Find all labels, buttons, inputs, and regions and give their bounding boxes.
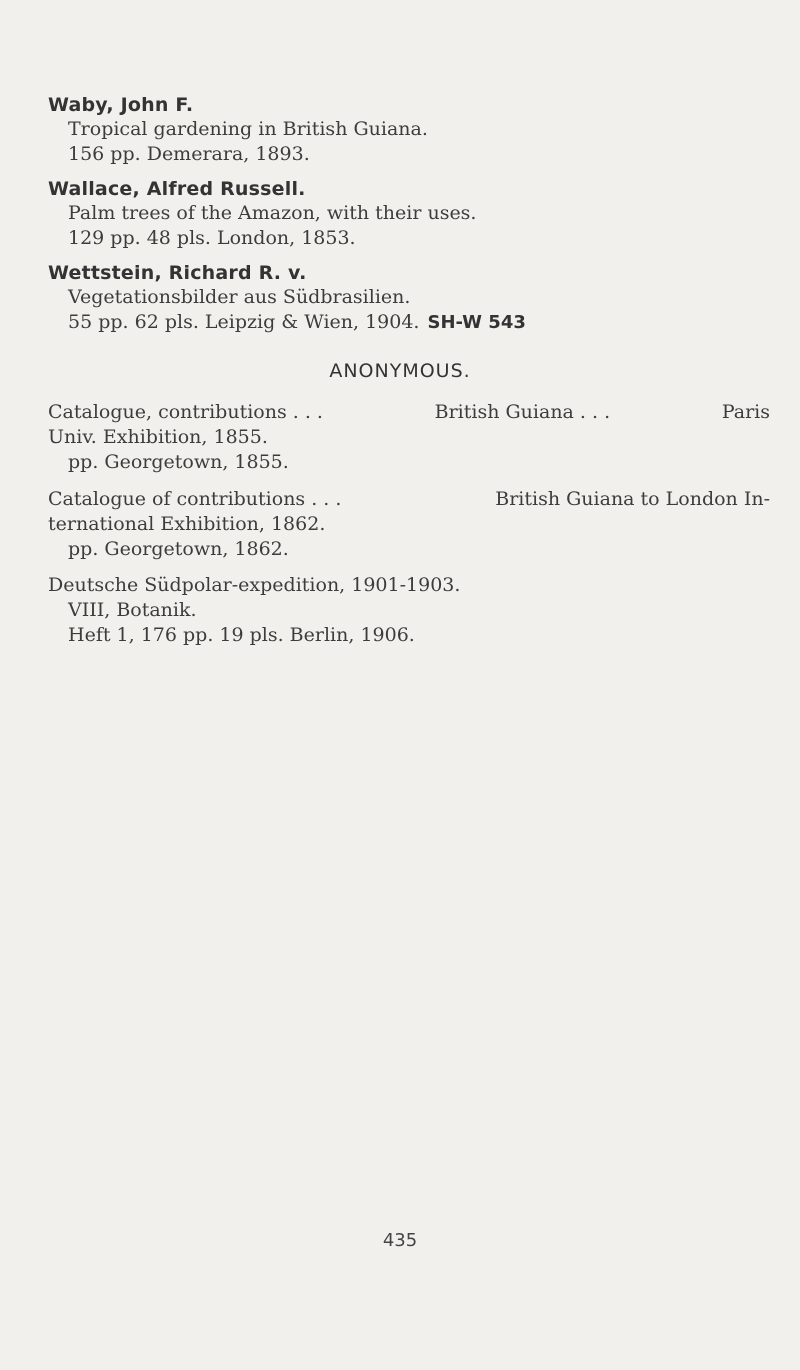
entry-first-line-part2: British Guiana . . . <box>434 401 611 423</box>
entry-continuation: ternational Exhibition, 1862. <box>48 513 326 535</box>
anonymous-entry-1855 <box>48 400 768 475</box>
entry-imprint: 156 pp. Demerara, 1893. <box>68 143 310 165</box>
entry-first-line <box>48 400 770 425</box>
entry-imprint: pp. Georgetown, 1862. <box>68 538 289 560</box>
anonymous-entry-1906 <box>48 573 768 648</box>
entry-first-line-part2: British Guiana to London In- <box>495 488 770 510</box>
bibliography-entry-wallace <box>48 177 768 251</box>
page-number: 435 <box>382 1230 418 1251</box>
entry-first-line <box>48 487 770 512</box>
bibliography-entry-wettstein <box>48 261 768 335</box>
entry-imprint: Heft 1, 176 pp. 19 pls. Berlin, 1906. <box>68 624 415 646</box>
entry-first-line: Deutsche Südpolar-expedition, 1901-1903. <box>48 574 461 596</box>
bibliography-entry-waby <box>48 93 768 167</box>
section-heading: ANONYMOUS. <box>329 360 471 382</box>
entry-imprint-row <box>48 310 768 335</box>
entry-title: Vegetationsbilder aus Südbrasilien. <box>68 286 411 308</box>
entry-imprint: 55 pp. 62 pls. Leipzig & Wien, 1904. <box>68 311 420 333</box>
entry-first-line-part1: Catalogue, contributions . . . <box>48 401 323 423</box>
entry-first-line-part3: Paris <box>721 401 770 423</box>
entry-imprint: 129 pp. 48 pls. London, 1853. <box>68 227 356 249</box>
shelf-mark: SH-W 543 <box>427 312 526 333</box>
entry-author: Wallace, Alfred Russell. <box>48 178 306 200</box>
entry-title: Palm trees of the Amazon, with their uses. <box>68 202 477 224</box>
entry-author: Waby, John F. <box>48 94 194 116</box>
entry-first-line-part1: Catalogue of contributions . . . <box>48 488 342 510</box>
entry-continuation: Univ. Exhibition, 1855. <box>48 426 268 448</box>
entry-continuation: VIII, Botanik. <box>68 599 197 621</box>
anonymous-entry-1862 <box>48 487 768 562</box>
entry-imprint: pp. Georgetown, 1855. <box>68 451 289 473</box>
entry-author: Wettstein, Richard R. v. <box>48 262 307 284</box>
entry-title: Tropical gardening in British Guiana. <box>68 118 428 140</box>
